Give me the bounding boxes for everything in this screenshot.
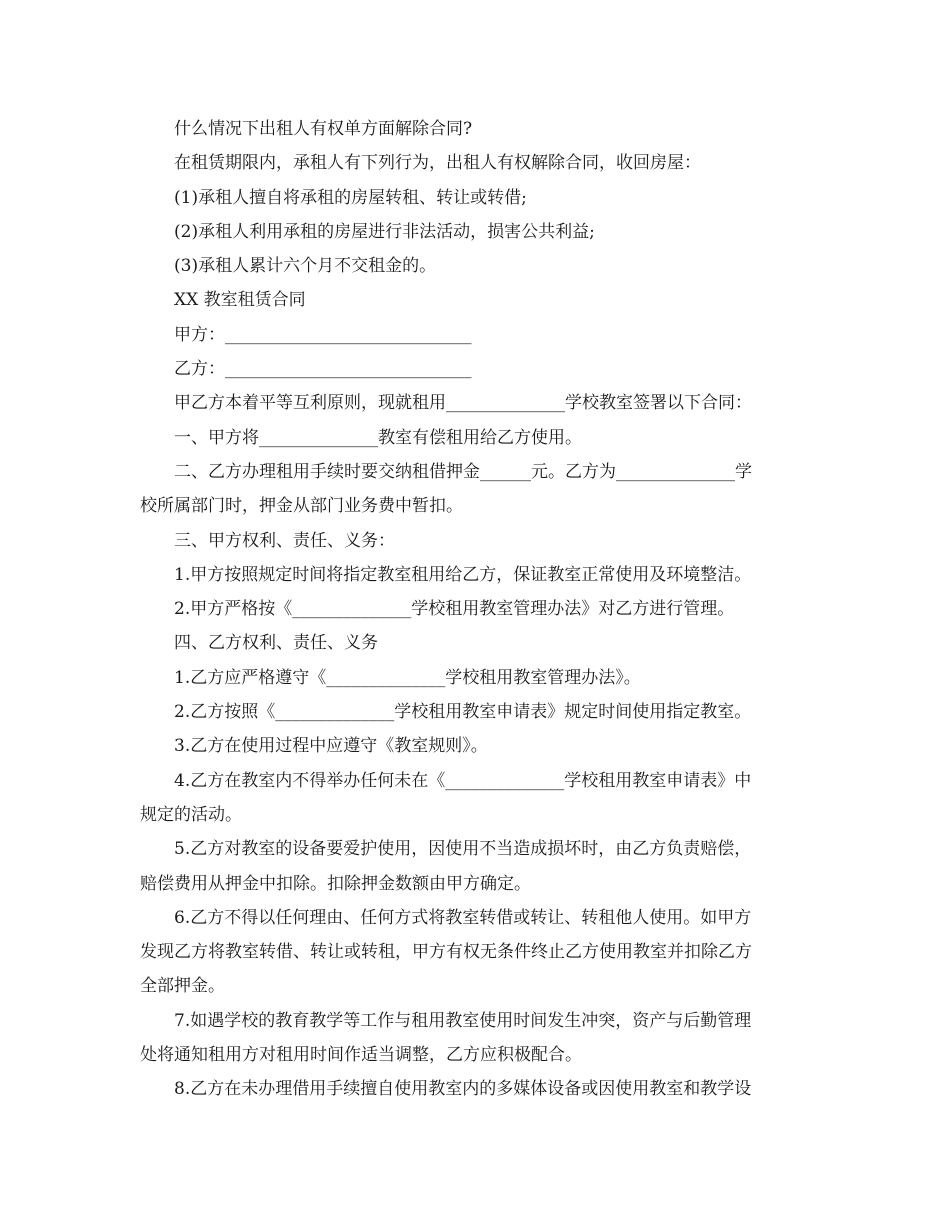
clause-4-item-5-line-2: 赔偿费用从押金中扣除。扣除押金数额由甲方确定。 [140, 873, 531, 894]
question-item-2: (2)承租人利用承租的房屋进行非法活动，损害公共利益; [174, 221, 595, 242]
question-item-1: (1)承租人擅自将承租的房屋转租、转让或转借; [174, 187, 527, 208]
clause-4-item-8-line-1: 8.乙方在未办理借用手续擅自使用教室内的多媒体设备或因使用教室和教学设 [174, 1079, 752, 1100]
question-item-3: (3)承租人累计六个月不交租金的。 [174, 256, 437, 277]
clause-2-line-1: 二、乙方办理租用手续时要交纳租借押金______元。乙方为______________学 [174, 461, 752, 482]
clause-4-item-5-line-1: 5.乙方对教室的设备要爱护使用，因使用不当造成损坏时，由乙方负责赔偿， [174, 839, 752, 860]
document-page [140, 112, 816, 1107]
clause-4-heading: 四、乙方权利、责任、义务 [174, 633, 378, 654]
clause-4-item-2: 2.乙方按照《______________学校租用教室申请表》规定时间使用指定教室。 [174, 702, 752, 723]
clause-4-item-4-line-2: 规定的活动。 [140, 804, 242, 825]
question-title: 什么情况下出租人有权单方面解除合同? [174, 119, 473, 139]
clause-4-item-1: 1.乙方应严格遵守《______________学校租用教室管理办法》。 [174, 667, 641, 688]
clause-4-item-7-line-2: 处将通知租用方对租用时间作适当调整，乙方应积极配合。 [140, 1045, 582, 1066]
clause-1: 一、甲方将______________教室有偿租用给乙方使用。 [174, 427, 582, 448]
clause-4-item-6-line-1: 6.乙方不得以任何理由、任何方式将教室转借或转让、转租他人使用。如甲方 [174, 907, 752, 928]
clause-3-item-2: 2.甲方严格按《______________学校租用教室管理办法》对乙方进行管理。 [174, 599, 735, 620]
clause-4-item-6-line-3: 全部押金。 [140, 976, 225, 997]
clause-2-line-2: 校所属部门时，押金从部门业务费中暂扣。 [140, 496, 463, 517]
party-b-line: 乙方：_____________________________ [174, 359, 472, 380]
clause-4-item-3: 3.乙方在使用过程中应遵守《教室规则》。 [174, 736, 488, 757]
clause-3-item-1: 1.甲方按照规定时间将指定教室租用给乙方，保证教室正常使用及环境整洁。 [174, 564, 752, 585]
clause-4-item-4-line-1: 4.乙方在教室内不得举办任何未在《______________学校租用教室申请表》中 [174, 770, 752, 791]
party-a-line: 甲方：_____________________________ [174, 324, 472, 345]
preamble: 甲乙方本着平等互利原则，现就租用______________学校教室签署以下合同： [174, 393, 752, 414]
clause-4-item-7-line-1: 7.如遇学校的教育教学等工作与租用教室使用时间发生冲突，资产与后勤管理 [174, 1010, 752, 1031]
clause-4-item-6-line-2: 发现乙方将教室转借、转让或转租，甲方有权无条件终止乙方使用教室并扣除乙方 [140, 942, 752, 963]
clause-3-heading: 三、甲方权利、责任、义务： [174, 530, 395, 551]
question-intro: 在租赁期限内，承租人有下列行为，出租人有权解除合同，收回房屋： [174, 153, 701, 174]
contract-title: XX 教室租赁合同 [174, 290, 306, 311]
